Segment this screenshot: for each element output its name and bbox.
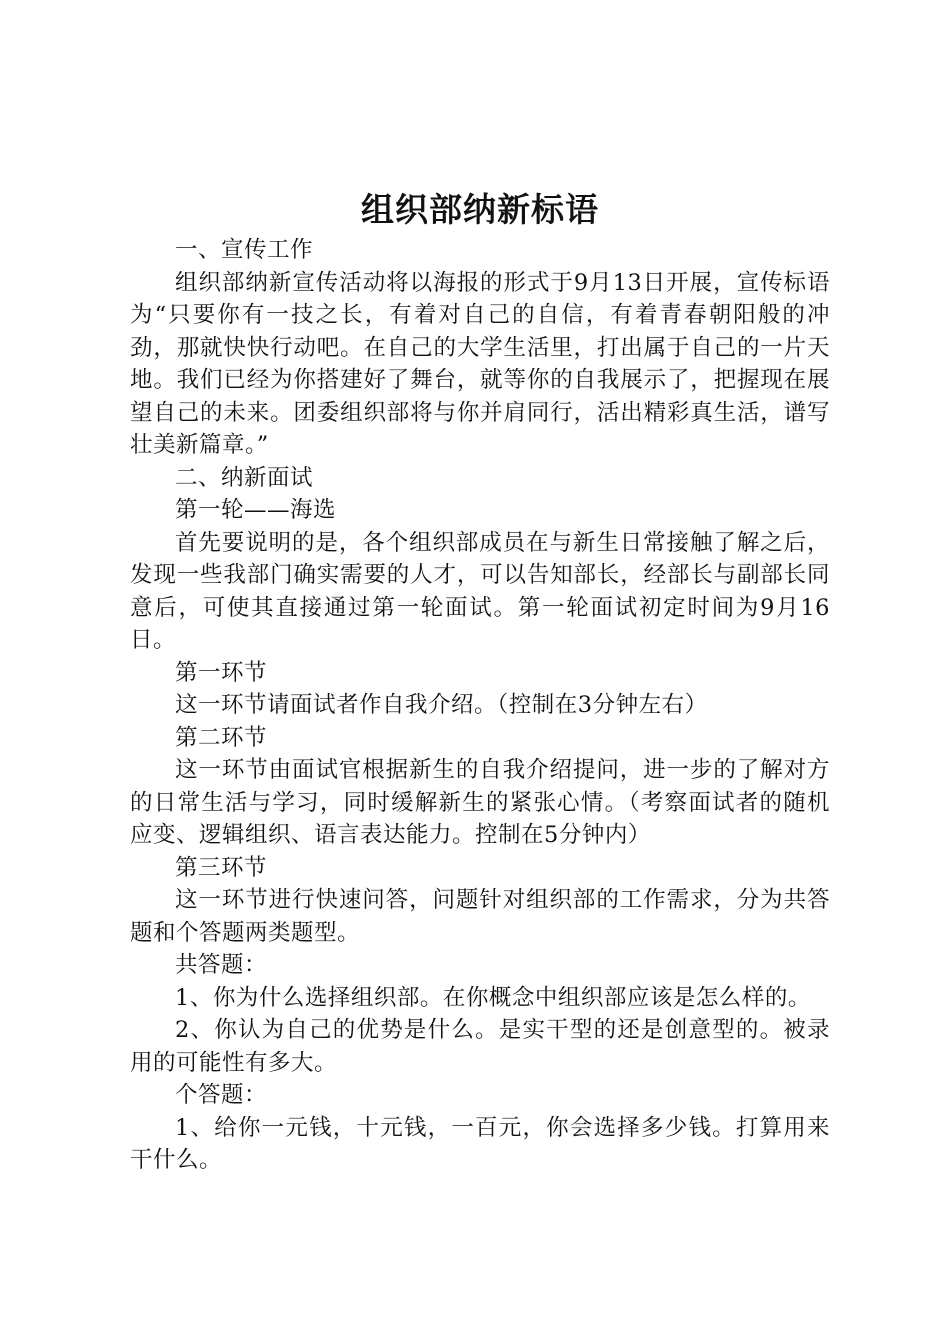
individual-question-item: 1、给你一元钱，十元钱，一百元，你会选择多少钱。打算用来干什么。 — [130, 1114, 830, 1173]
document-body — [130, 234, 830, 1177]
individual-questions-heading: 个答题： — [175, 1082, 268, 1108]
section-heading-interview: 二、纳新面试 — [175, 464, 314, 491]
stage-three-paragraph: 这一环节进行快速问答，问题针对组织部的工作需求，分为共答题和个答题两类题型。 — [130, 887, 830, 946]
stage-one-paragraph: 这一环节请面试者作自我介绍。（控制在3分钟左右） — [175, 692, 708, 718]
round-one-heading: 第一轮——海选 — [175, 497, 337, 523]
common-question-item: 1、你为什么选择组织部。在你概念中组织部应该是怎么样的。 — [175, 984, 811, 1011]
common-question-item: 2、你认为自己的优势是什么。是实干型的还是创意型的。被录用的可能性有多大。 — [130, 1017, 830, 1076]
document-title: 组织部纳新标语 — [361, 190, 599, 229]
common-questions-heading: 共答题： — [175, 952, 268, 978]
stage-two-paragraph: 这一环节由面试官根据新生的自我介绍提问，进一步的了解对方的日常生活与学习，同时缓解新生的紧张心情。（考察面试者的随机应变、逻辑组织、语言表达能力。控制在5分钟内） — [130, 757, 830, 848]
stage-one-heading: 第一环节 — [175, 659, 268, 686]
section-heading-publicity: 一、宣传工作 — [175, 237, 314, 263]
round-one-paragraph: 首先要说明的是，各个组织部成员在与新生日常接触了解之后，发现一些我部门确实需要的人才，可以告知部长，经部长与副部长同意后，可使其直接通过第一轮面试。第一轮面试初定时间为9月16日。 — [130, 529, 830, 653]
publicity-paragraph: 组织部纳新宣传活动将以海报的形式于9月13日开展，宣传标语为“只要你有一技之长，有着对自己的自信，有着青春朝阳般的冲劲，那就快快行动吧。在自己的大学生活里，打出属于自己的一片天地。我们已经为你搭建好了舞台，就等你的自我展示了，把握现在展望自己的未来。团委组织部将与你并肩同行，活出精彩真生活，谱写壮美新篇章。” — [130, 269, 830, 458]
document-page — [130, 0, 830, 1177]
stage-two-heading: 第二环节 — [175, 724, 268, 751]
stage-three-heading: 第三环节 — [175, 854, 268, 881]
